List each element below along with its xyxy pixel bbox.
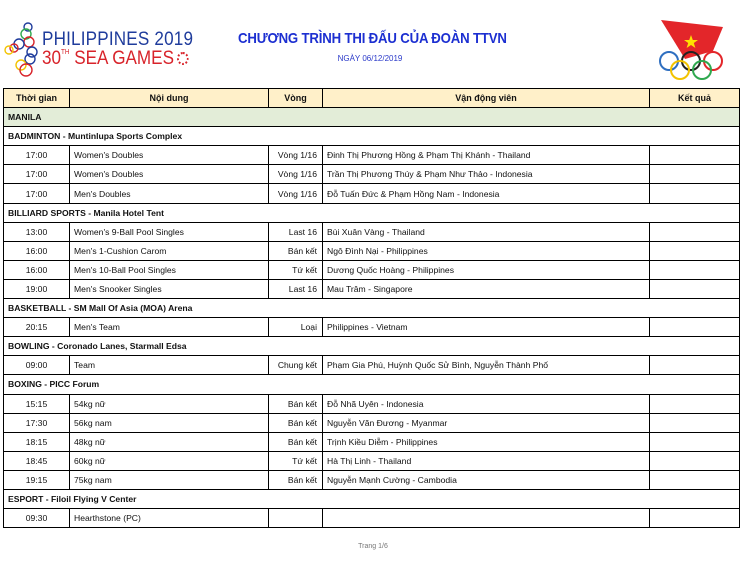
cell-athletes: Đinh Thị Phương Hồng & Phạm Thị Khánh - Thailand [323,146,650,165]
sea-games-logo [4,22,194,78]
cell-result [650,165,740,184]
cell-round: Loại [269,318,323,337]
table-row [4,451,740,470]
table-header-row [4,89,740,108]
cell-round: Bán kết [269,241,323,260]
schedule-date: NGÀY 06/12/2019 [337,54,403,63]
table-row [4,146,740,165]
cell-event: Hearthstone (PC) [70,509,269,528]
cell-event: Women's Doubles [70,165,269,184]
cell-round: Bán kết [269,394,323,413]
table-row [4,165,740,184]
cell-event: 54kg nữ [70,394,269,413]
cell-result [650,470,740,489]
cell-result [650,451,740,470]
logo-edition-suffix: TH [61,49,70,56]
column-header-result: Kết quả [650,89,740,108]
venue-name: BOXING - PICC Forum [4,375,740,394]
cell-time: 17:00 [4,146,70,165]
column-header-round: Vòng [269,89,323,108]
table-row [4,413,740,432]
column-header-athletes: Vận động viên [323,89,650,108]
cell-result [650,279,740,298]
table-row [4,279,740,298]
venue-row [4,203,740,222]
cell-event: Women's Doubles [70,146,269,165]
cell-time: 19:00 [4,279,70,298]
cell-athletes: Philippines - Vietnam [323,318,650,337]
cell-round: Vòng 1/16 [269,165,323,184]
cell-time: 09:00 [4,356,70,375]
cell-result [650,356,740,375]
cell-athletes: Mau Trâm - Singapore [323,279,650,298]
table-row [4,432,740,451]
vietnam-flag-olympic-rings-icon [655,15,735,80]
cell-round: Bán kết [269,432,323,451]
cell-time: 13:00 [4,222,70,241]
cell-event: Men's Snooker Singles [70,279,269,298]
table-row [4,222,740,241]
venue-row [4,299,740,318]
cell-athletes: Bùi Xuân Vàng - Thailand [323,222,650,241]
cell-result [650,413,740,432]
logo-sea-games-text: SEA GAMES [74,48,174,69]
region-name: MANILA [4,108,740,127]
cell-event: 56kg nam [70,413,269,432]
vietnam-olympic-logo [655,15,735,80]
cell-round: Vòng 1/16 [269,146,323,165]
cell-result [650,432,740,451]
cell-time: 17:00 [4,165,70,184]
venue-row [4,375,740,394]
cell-result [650,509,740,528]
cell-athletes: Dương Quốc Hoàng - Philippines [323,260,650,279]
venue-name: BASKETBALL - SM Mall Of Asia (MOA) Arena [4,299,740,318]
cell-result [650,241,740,260]
cell-result [650,146,740,165]
cell-round [269,509,323,528]
cell-time: 18:45 [4,451,70,470]
cell-athletes: Trịnh Kiều Diễm - Philippines [323,432,650,451]
cell-time: 20:15 [4,318,70,337]
cell-result [650,318,740,337]
table-row [4,260,740,279]
cell-time: 16:00 [4,241,70,260]
cell-athletes: Hà Thị Linh - Thailand [323,451,650,470]
cell-athletes: Đỗ Tuấn Đức & Phạm Hồng Nam - Indonesia [323,184,650,203]
cell-round: Tứ kết [269,451,323,470]
region-row [4,108,740,127]
cell-time: 19:15 [4,470,70,489]
venue-row [4,127,740,146]
cell-round: Vòng 1/16 [269,184,323,203]
cell-round: Chung kết [269,356,323,375]
column-header-event: Nội dung [70,89,269,108]
venue-row [4,489,740,508]
cell-round: Bán kết [269,413,323,432]
cell-event: 60kg nữ [70,451,269,470]
page-number: Trang 1/6 [358,543,388,550]
cell-athletes: Nguyễn Mạnh Cường - Cambodia [323,470,650,489]
table-row [4,318,740,337]
cell-round: Last 16 [269,279,323,298]
venue-row [4,337,740,356]
table-row [4,394,740,413]
cell-event: 48kg nữ [70,432,269,451]
cell-time: 17:00 [4,184,70,203]
cell-time: 17:30 [4,413,70,432]
cell-event: Women's 9-Ball Pool Singles [70,222,269,241]
table-row [4,356,740,375]
cell-event: Men's 1-Cushion Carom [70,241,269,260]
cell-round: Tứ kết [269,260,323,279]
cell-time: 09:30 [4,509,70,528]
cell-time: 18:15 [4,432,70,451]
table-row [4,184,740,203]
venue-name: BADMINTON - Muntinlupa Sports Complex [4,127,740,146]
cell-athletes: Nguyễn Văn Đương - Myanmar [323,413,650,432]
cell-result [650,184,740,203]
schedule-table [3,88,740,528]
logo-edition-number: 30 [42,48,62,69]
table-row [4,241,740,260]
page-title: CHƯƠNG TRÌNH THI ĐẤU CỦA ĐOÀN TTVN [238,30,507,47]
logo-sea-games [42,48,188,70]
venue-name: BOWLING - Coronado Lanes, Starmall Edsa [4,337,740,356]
cell-result [650,222,740,241]
cell-athletes [323,509,650,528]
cell-result [650,394,740,413]
venue-name: ESPORT - Filoil Flying V Center [4,489,740,508]
table-row [4,509,740,528]
venue-name: BILLIARD SPORTS - Manila Hotel Tent [4,203,740,222]
cell-athletes: Đỗ Nhã Uyên - Indonesia [323,394,650,413]
cell-time: 16:00 [4,260,70,279]
cell-event: 75kg nam [70,470,269,489]
cell-event: Men's 10-Ball Pool Singles [70,260,269,279]
cell-round: Last 16 [269,222,323,241]
cell-athletes: Trần Thị Phương Thúy & Phạm Như Thảo - Indonesia [323,165,650,184]
column-header-time: Thời gian [4,89,70,108]
logo-philippines-2019: PHILIPPINES 2019 [42,29,194,50]
cell-round: Bán kết [269,470,323,489]
cell-time: 15:15 [4,394,70,413]
cell-event: Team [70,356,269,375]
cell-athletes: Ngô Đình Nại - Philippines [323,241,650,260]
cell-result [650,260,740,279]
cell-athletes: Phạm Gia Phú, Huỳnh Quốc Sử Bình, Nguyễn Thành Phố [323,356,650,375]
title-block [220,30,520,63]
sea-games-rings-icon [4,22,44,78]
flower-emblem-icon [177,52,189,65]
cell-event: Men's Doubles [70,184,269,203]
table-row [4,470,740,489]
cell-event: Men's Team [70,318,269,337]
